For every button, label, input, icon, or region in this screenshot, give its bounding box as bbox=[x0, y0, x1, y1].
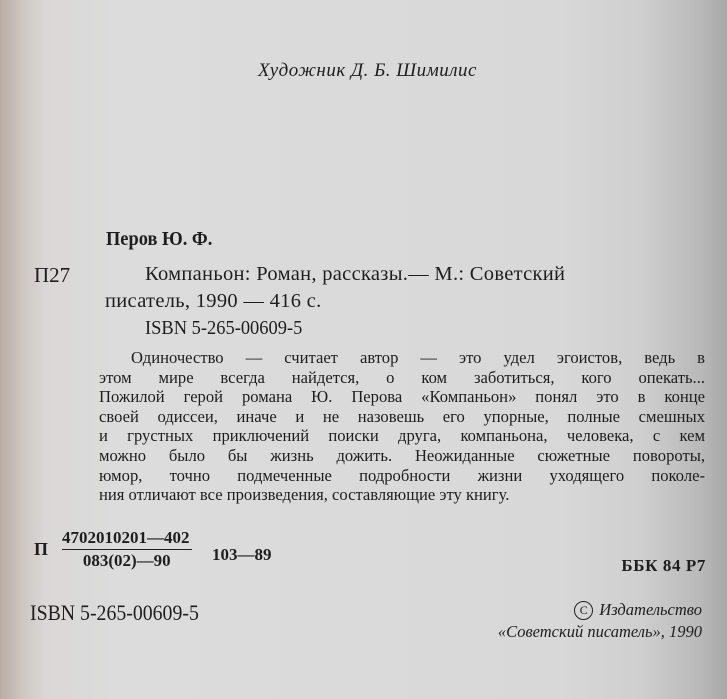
annotation-line: и грустных приключений поиски друга, компаньона, человека, с кем bbox=[99, 426, 705, 446]
annotation-line: этом мире всегда найдется, о ком заботиться, кого опекать... bbox=[99, 367, 705, 387]
bbk-code: ББК 84 Р7 bbox=[621, 556, 706, 575]
bibliographic-title: Компаньон: Роман, рассказы.— М.: Советский bbox=[145, 263, 566, 285]
annotation-line: ния отличают все произведения, составляющие эту книгу. bbox=[99, 485, 510, 505]
copyright-icon: C bbox=[574, 601, 593, 620]
annotation-line: юмор, точно подмеченные подробности жизни уходящего поколе- bbox=[99, 465, 705, 485]
catalog-code: П27 bbox=[34, 263, 71, 287]
isbn-bottom: ISBN 5-265-00609-5 bbox=[30, 600, 199, 625]
copyright-line-2: «Советский писатель», 1990 bbox=[497, 622, 702, 641]
annotation-line: можно было бы жизнь дожить. Неожиданные сюжетные повороты, bbox=[99, 445, 705, 465]
annotation-line: Пожилой герой романа Ю. Перова «Компаньон» понял это в конце bbox=[99, 387, 705, 407]
annotation-paragraph bbox=[99, 348, 705, 505]
copyright-line-1 bbox=[574, 600, 702, 620]
classification-fraction bbox=[62, 528, 192, 571]
bibliographic-publisher: писатель, 1990 — 416 с. bbox=[105, 290, 322, 312]
isbn-catalog: ISBN 5-265-00609-5 bbox=[145, 317, 303, 339]
classification-suffix: 103—89 bbox=[212, 545, 272, 564]
fraction-denominator: 083(02)—90 bbox=[82, 551, 171, 570]
annotation-line: Одиночество — считает автор — это удел эгоистов, ведь в bbox=[131, 348, 705, 367]
artist-credit: Художник Д. Б. Шимилис bbox=[258, 60, 477, 81]
author-name: Перов Ю. Ф. bbox=[106, 228, 213, 250]
classification-letter: П bbox=[34, 539, 49, 559]
fraction-numerator: 4702010201—402 bbox=[62, 528, 192, 550]
annotation-line: своей одиссеи, иначе и не назовешь его упорные, полные смешных bbox=[99, 406, 705, 426]
publisher-label: Издательство bbox=[599, 600, 702, 619]
